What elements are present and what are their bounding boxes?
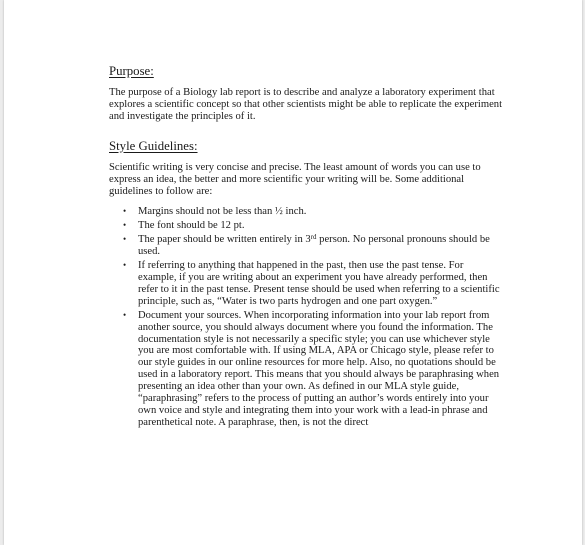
list-item-text: If referring to anything that happened in the past, then use the past tense. For example, if you are writing about an experiment you have already performed, then refer to it in the past tense. Present tense should be used when referring to a scientific principle, such as, “Water is two parts hydrogen and one part oxygen.” xyxy=(138,260,500,307)
list-item xyxy=(109,220,504,232)
document-page xyxy=(4,0,582,545)
list-item xyxy=(109,310,504,429)
style-intro-paragraph: Scientific writing is very concise and precise. The least amount of words you can use to express an idea, the better and more scientific your writing will be. Some additional guidelines to follow are: xyxy=(109,161,481,197)
bullet-icon: • xyxy=(123,260,127,271)
guidelines-list xyxy=(109,206,504,428)
document-content xyxy=(109,64,504,431)
bullet-icon: • xyxy=(123,309,127,320)
bullet-icon: • xyxy=(123,234,127,245)
list-item-text: Document your sources. When incorporating information into your lab report from another source, you should always document where you found the information. The documentation style is not necessarily a specific style; you can use whichever style you are most comfortable with. If using MLA, APA or Chicago style, please refer to our style guides in our online resources for more help. Also, no quotations should be used in a laboratory report. This means that you should always be paraphrasing when presenting an idea other than your own. As defined in our MLA style guide, “paraphrasing” refers to the process of putting an author’s words entirely into your own voice and style and integrating them into your work with a lead-in phrase and parenthetical note. A paraphrase, then, is not the direct xyxy=(138,309,500,428)
list-item-text: The font should be 12 pt. xyxy=(138,220,245,232)
list-item xyxy=(109,260,504,308)
style-guidelines-heading: Style Guidelines: xyxy=(109,138,198,153)
list-item xyxy=(109,234,504,258)
list-item-text: Margins should not be less than ½ inch. xyxy=(138,206,307,218)
purpose-paragraph: The purpose of a Biology lab report is to describe and analyze a laboratory experiment that explores a scientific concept so that other scientists might be able to replicate the experiment and investigate the principles of it. xyxy=(109,87,503,122)
ordinal-suffix: rd xyxy=(310,233,317,242)
list-item xyxy=(109,206,504,218)
purpose-heading: Purpose: xyxy=(109,64,154,78)
list-item-text xyxy=(138,234,490,257)
bullet-icon: • xyxy=(123,206,127,217)
list-item-text-after: person. No personal pronouns should be used. xyxy=(138,234,490,258)
list-item-text-before: The paper should be written entirely in 3 xyxy=(138,234,311,246)
bullet-icon: • xyxy=(123,220,127,231)
